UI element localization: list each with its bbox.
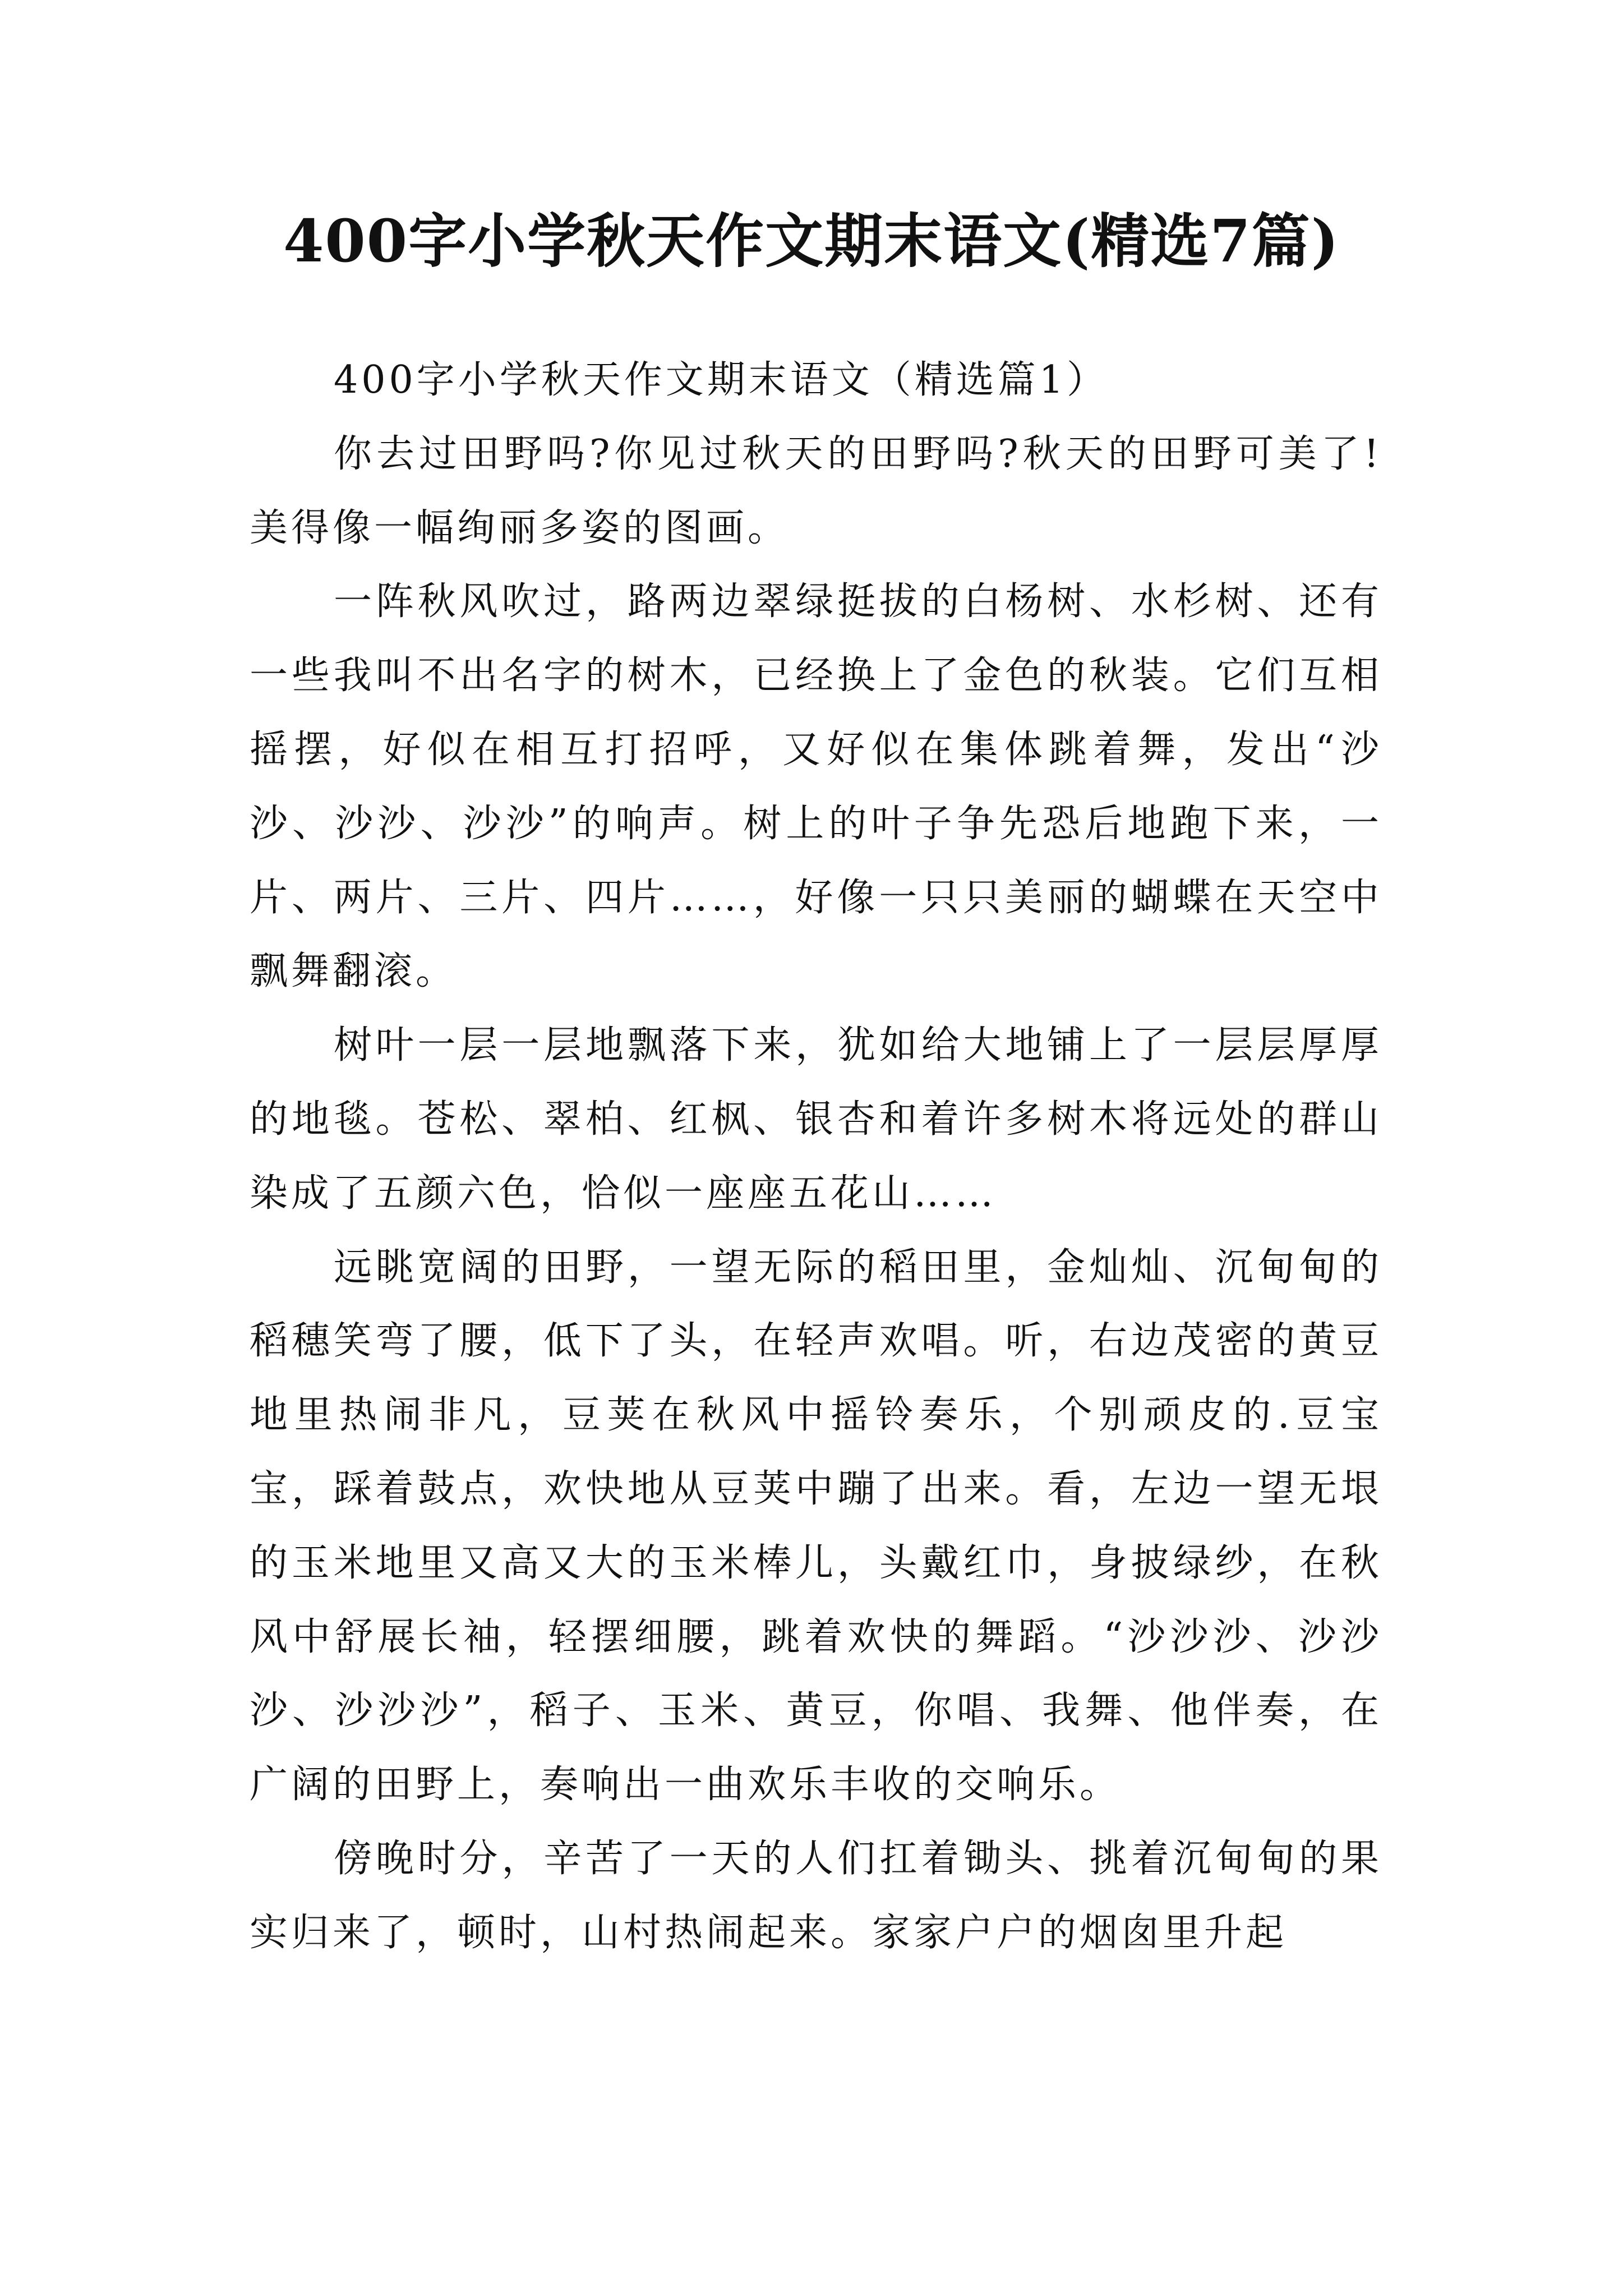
section-heading: 400字小学秋天作文期末语文（精选篇1） — [334, 358, 1109, 402]
paragraph: 一阵秋风吹过，路两边翠绿挺拔的白杨树、水杉树、还有一些我叫不出名字的树木，已经换上了金色的秋装。它们互相摇摆，好似在相互打招呼，又好似在集体跳着舞，发出“沙沙、沙沙、沙沙”的响声。树上的叶子争先恐后地跑下来，一片、两片、三片、四片……，好像一只只美丽的蝴蝶在天空中飘舞翻滚。 — [250, 579, 1382, 994]
document-body — [250, 343, 1382, 1970]
paragraph: 树叶一层一层地飘落下来，犹如给大地铺上了一层层厚厚的地毯。苍松、翠柏、红枫、银杏和着许多树木将远处的群山染成了五颜六色，恰似一座座五花山…… — [250, 1023, 1382, 1216]
document-title: 400字小学秋天作文期末语文(精选7篇) — [283, 206, 1340, 275]
paragraph: 远眺宽阔的田野，一望无际的稻田里，金灿灿、沉甸甸的稻穗笑弯了腰，低下了头，在轻声欢唱。听，右边茂密的黄豆地里热闹非凡，豆荚在秋风中摇铃奏乐，个别顽皮的.豆宝宝，踩着鼓点，欢快地从豆荚中蹦了出来。看，左边一望无垠的玉米地里又高又大的玉米棒儿，头戴红巾，身披绿纱，在秋风中舒展长袖，轻摆细腰，跳着欢快的舞蹈。“沙沙沙、沙沙沙、沙沙沙”，稻子、玉米、黄豆，你唱、我舞、他伴奏，在广阔的田野上，奏响出一曲欢乐丰收的交响乐。 — [250, 1245, 1382, 1807]
paragraph: 你去过田野吗?你见过秋天的田野吗?秋天的田野可美了!美得像一幅绚丽多姿的图画。 — [250, 431, 1382, 550]
paragraph: 傍晚时分，辛苦了一天的人们扛着锄头、挑着沉甸甸的果实归来了，顿时，山村热闹起来。家家户户的烟囱里升起 — [250, 1836, 1382, 1955]
